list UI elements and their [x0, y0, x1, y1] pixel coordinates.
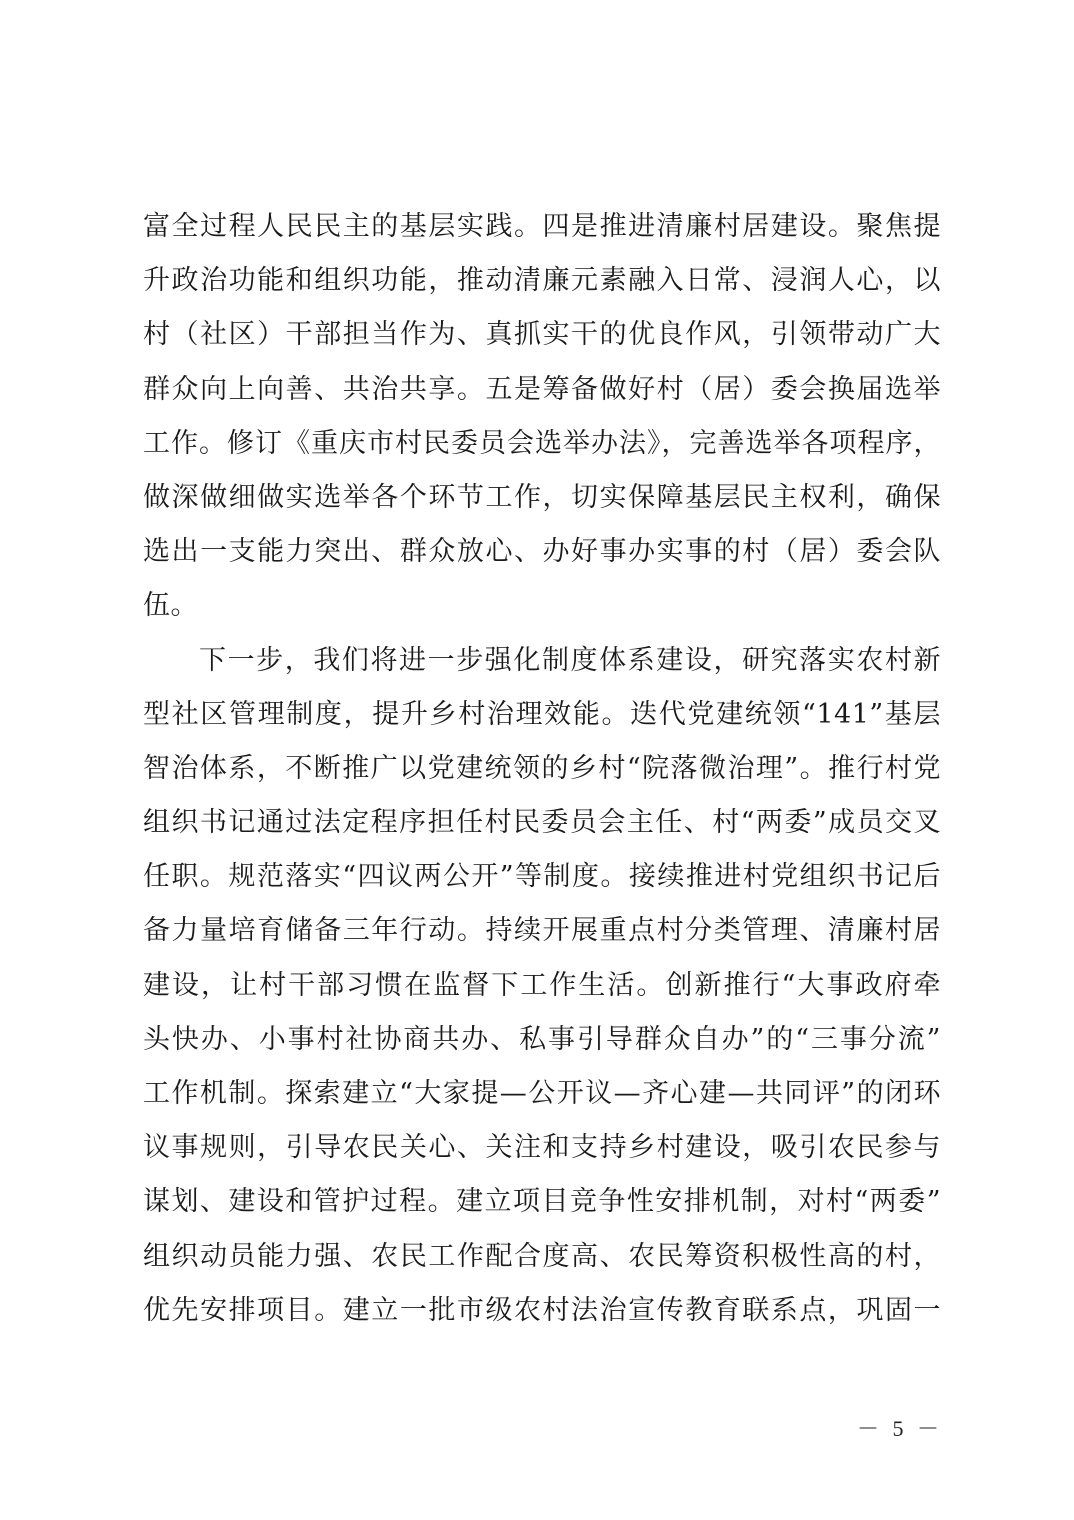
text-line: 工作机制。探索建立“大家提—公开议—齐心建—共同评”的闭环 — [143, 1078, 941, 1109]
text-line: 议事规则，引导农民关心、关注和支持乡村建设，吸引农民参与 — [143, 1132, 941, 1164]
text-line: 群众向上向善、共治共享。五是筹备做好村（居）委会换届选举 — [143, 373, 941, 405]
text-line: 升政治功能和组织功能，推动清廉元素融入日常、浸润人心，以 — [143, 265, 941, 297]
page-number: － 5 － — [856, 1416, 943, 1441]
text-line: 下一步，我们将进一步强化制度体系建设，研究落实农村新 — [199, 644, 941, 676]
text-line: 备力量培育储备三年行动。持续开展重点村分类管理、清廉村居 — [143, 915, 941, 947]
text-line: 头快办、小事村社协商共办、私事引导群众自办”的“三事分流” — [143, 1023, 941, 1055]
text-line: 优先安排项目。建立一批市级农村法治宣传教育联系点，巩固一 — [143, 1294, 941, 1326]
text-line: 智治体系，不断推广以党建统领的乡村“院落微治理”。推行村党 — [143, 752, 941, 784]
text-line: 选出一支能力突出、群众放心、办好事办实事的村（居）委会队 — [143, 536, 941, 568]
paragraph-1 — [143, 200, 941, 634]
text-line: 村（社区）干部担当作为、真抓实干的优良作风，引领带动广大 — [143, 319, 941, 351]
text-line: 建设，让村干部习惯在监督下工作生活。创新推行“大事政府牵 — [143, 969, 941, 1001]
body-text — [143, 200, 941, 1338]
text-line: 工作。修订《重庆市村民委员会选举办法》，完善选举各项程序， — [143, 427, 941, 459]
text-line: 组织动员能力强、农民工作配合度高、农民筹资积极性高的村， — [143, 1240, 941, 1272]
text-line: 组织书记通过法定程序担任村民委员会主任、村“两委”成员交叉 — [143, 807, 941, 839]
text-line: 伍。 — [143, 590, 198, 622]
text-line: 型社区管理制度，提升乡村治理效能。迭代党建统领“141”基层 — [143, 698, 941, 730]
text-line: 富全过程人民民主的基层实践。四是推进清廉村居建设。聚焦提 — [143, 211, 941, 242]
text-line: 做深做细做实选举各个环节工作，切实保障基层民主权利，确保 — [143, 481, 941, 513]
text-line: 谋划、建设和管护过程。建立项目竞争性安排机制，对村“两委” — [143, 1186, 941, 1218]
paragraph-2 — [143, 634, 941, 1338]
text-line: 任职。规范落实“四议两公开”等制度。接续推进村党组织书记后 — [143, 861, 941, 893]
